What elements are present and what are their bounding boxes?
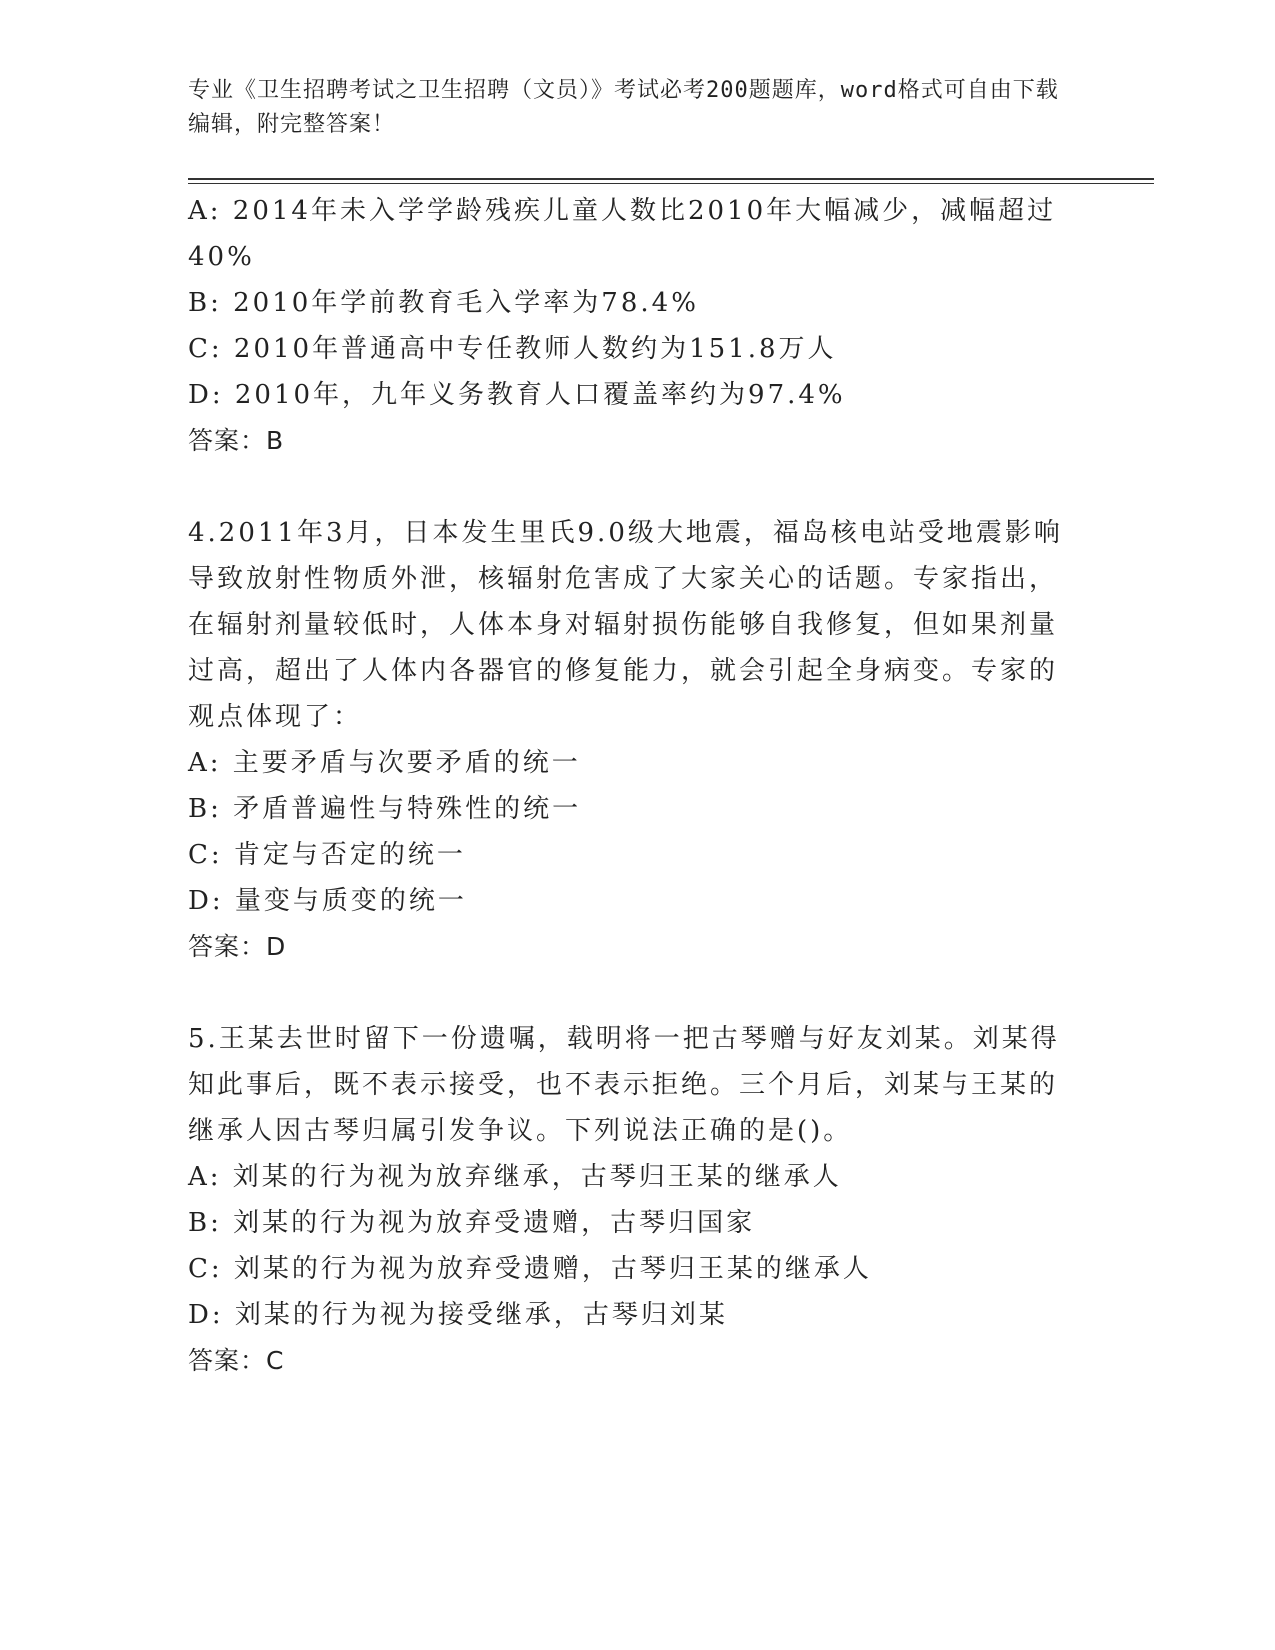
header-rule-thick [188,178,1154,180]
question-list [188,188,1068,1384]
question-block-3 [188,188,1068,464]
option-b: B: 刘某的行为视为放弃受遗赠，古琴归国家 [188,1208,756,1238]
option-d: D: 量变与质变的统一 [188,886,467,916]
answer-line: 答案：C [188,1346,285,1375]
option-a: A: 刘某的行为视为放弃继承，古琴归王某的继承人 [188,1162,842,1192]
header-rule-thin [188,183,1154,184]
answer-line: 答案：D [188,932,287,961]
option-b: B: 2010年学前教育毛入学率为78.4% [188,288,699,318]
option-c: C: 2010年普通高中专任教师人数约为151.8万人 [188,334,837,364]
document-header: 专业《卫生招聘考试之卫生招聘（文员）》考试必考200题题库，word格式可自由下载编辑，附完整答案！ [188,78,1059,137]
option-d: D: 2010年，九年义务教育人口覆盖率约为97.4% [188,380,846,410]
option-a: A: 主要矛盾与次要矛盾的统一 [188,748,581,778]
question-block-4 [188,510,1068,970]
question-stem: 5.王某去世时留下一份遗嘱，载明将一把古琴赠与好友刘某。刘某得知此事后，既不表示接受，也不表示拒绝。三个月后，刘某与王某的继承人因古琴归属引发争议。下列说法正确的是()。 [188,1024,1060,1146]
option-c: C: 肯定与否定的统一 [188,840,466,870]
option-c: C: 刘某的行为视为放弃受遗赠，古琴归王某的继承人 [188,1254,872,1284]
answer-line: 答案：B [188,426,285,455]
question-stem: 4.2011年3月，日本发生里氏9.0级大地震，福岛核电站受地震影响导致放射性物质外泄，核辐射危害成了大家关心的话题。专家指出，在辐射剂量较低时，人体本身对辐射损伤能够自我修复，但如果剂量过高，超出了人体内各器官的修复能力，就会引起全身病变。专家的观点体现了： [188,518,1063,732]
option-b: B: 矛盾普遍性与特殊性的统一 [188,794,582,824]
option-a: A: 2014年未入学学龄残疾儿童人数比2010年大幅减少，减幅超过40% [188,196,1057,272]
question-block-5 [188,1016,1068,1384]
option-d: D: 刘某的行为视为接受继承，古琴归刘某 [188,1300,728,1330]
spacer [188,464,1068,510]
spacer [188,970,1068,1016]
